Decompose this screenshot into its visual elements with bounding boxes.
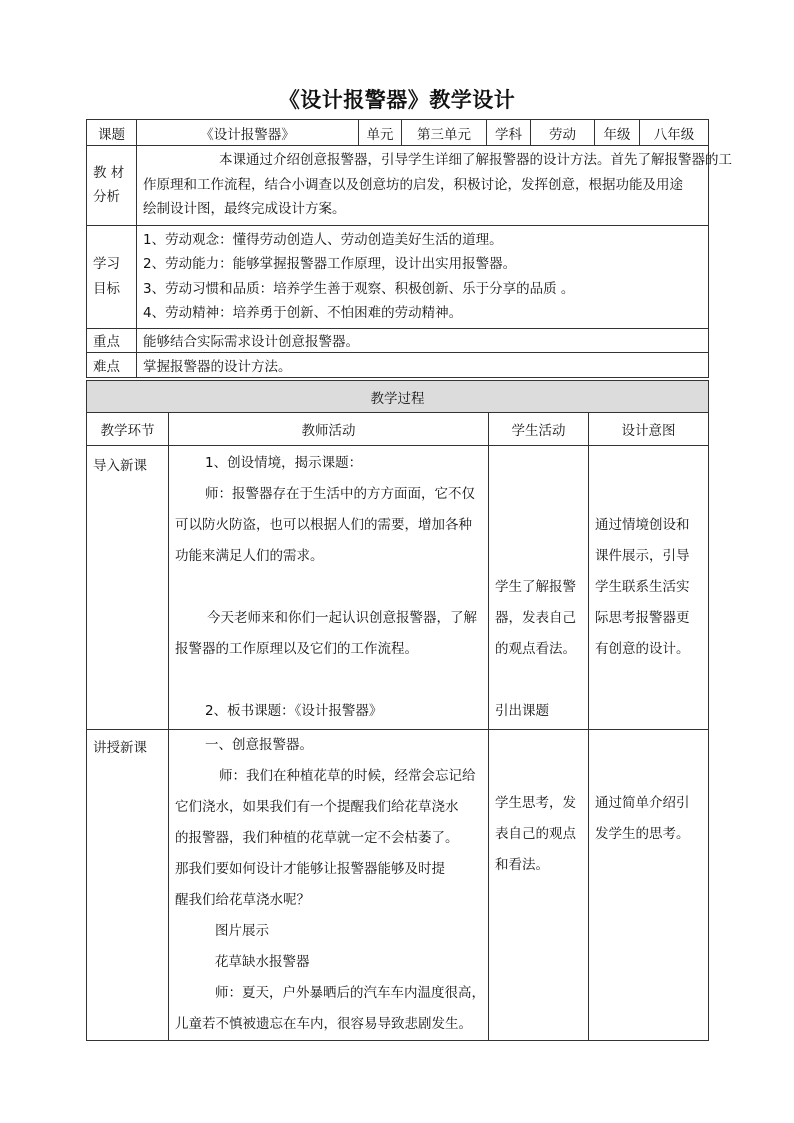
- teaching-process-table: [86, 380, 709, 1041]
- student-line: [495, 665, 582, 696]
- teacher-line: 图片展示: [215, 923, 269, 939]
- intro-design-intent: [589, 446, 709, 730]
- teacher-line: 师：夏天，户外暴晒后的汽车车内温度很高，: [215, 985, 485, 1001]
- goals-row: [87, 225, 709, 328]
- analysis-label-line-1: 教 材: [93, 164, 125, 181]
- teacher-line: 2、板书课题：《设计报警器》: [205, 703, 383, 719]
- analysis-row: [87, 146, 709, 226]
- difficulty-value: 掌握报警器的设计方法。: [137, 352, 709, 377]
- goal-item: 4、劳动精神：培养勇于创新、不怕困难的劳动精神。: [143, 305, 463, 321]
- intro-row: [87, 446, 709, 730]
- student-line: 表自己的观点: [495, 826, 576, 842]
- lesson-design-intent: [589, 730, 709, 1041]
- design-line: 际思考报警器更: [595, 610, 690, 626]
- difficulty-label: 难点: [87, 352, 137, 377]
- process-header: 教学过程: [87, 381, 709, 413]
- column-header-stage: 教学环节: [87, 413, 169, 446]
- teacher-line: 师：报警器存在于生活中的方方面面，它不仅: [205, 486, 475, 502]
- design-line: 通过情境创设和: [595, 517, 690, 533]
- student-line: 学生思考，发: [495, 795, 576, 811]
- student-line: 和看法。: [495, 857, 549, 873]
- course-label: 课题: [87, 120, 137, 146]
- student-line: 的观点看法。: [495, 641, 576, 657]
- lesson-stage: 讲授新课: [87, 730, 169, 1041]
- intro-student-activity: [489, 446, 589, 730]
- unit-value: 第三单元: [402, 120, 487, 146]
- subject-value: 劳动: [531, 120, 595, 146]
- lesson-student-activity: [489, 730, 589, 1041]
- teacher-line: 花草缺水报警器: [215, 954, 310, 970]
- teacher-line: 儿童若不慎被遗忘在车内，很容易导致悲剧发生。: [175, 1016, 472, 1032]
- lesson-info-table: [86, 119, 732, 378]
- key-point-row: [87, 328, 709, 352]
- column-header-student: 学生活动: [489, 413, 589, 446]
- teacher-line: [175, 665, 482, 696]
- column-header-teacher: 教师活动: [169, 413, 489, 446]
- teacher-line: 可以防火防盗，也可以根据人们的需要，增加各种: [175, 517, 472, 533]
- analysis-label: [87, 146, 137, 226]
- intro-teacher-activity: [169, 446, 489, 730]
- analysis-line: 本课通过介绍创意报警器，引导学生详细了解报警器的设计方法。首先了解报警器的工: [219, 152, 732, 168]
- goal-item: 2、劳动能力：能够掌握报警器工作原理，设计出实用报警器。: [143, 256, 517, 272]
- goals-list: [137, 225, 709, 328]
- student-line: 引出课题: [495, 703, 549, 719]
- course-row: [87, 120, 709, 146]
- process-columns-row: [87, 413, 709, 446]
- goal-item: 3、劳动习惯和品质：培养学生善于观察、积极创新、乐于分享的品质 。: [143, 280, 575, 297]
- student-line: 学生了解报警: [495, 579, 576, 595]
- teacher-line: 一、创意报警器。: [205, 737, 313, 753]
- teacher-line: 那我们要如何设计才能够让报警器能够及时提: [175, 861, 445, 877]
- goals-label-line-2: 目标: [93, 280, 120, 297]
- key-point-label: 重点: [87, 328, 137, 352]
- goals-label: [87, 225, 137, 328]
- teacher-line: 师：我们在种植花草的时候，经常会忘记给: [219, 768, 476, 784]
- teacher-line: 1、创设情境，揭示课题：: [205, 455, 363, 471]
- lesson-row: [87, 730, 709, 1041]
- document-title: 《设计报警器》教学设计: [278, 88, 516, 112]
- teacher-line: 报警器的工作原理以及它们的工作流程。: [175, 641, 418, 657]
- teacher-line: [175, 572, 482, 603]
- design-line: 有创意的设计。: [595, 641, 690, 657]
- design-line: 课件展示，引导: [595, 548, 690, 564]
- analysis-text: [137, 146, 732, 226]
- teacher-line: 功能来满足人们的需求。: [175, 548, 324, 564]
- analysis-line: 绘制设计图，最终完成设计方案。: [143, 201, 346, 217]
- process-header-row: [87, 381, 709, 413]
- design-line: 发学生的思考。: [595, 826, 690, 842]
- design-line: 学生联系生活实: [595, 579, 690, 595]
- course-value: 《设计报警器》: [137, 120, 359, 146]
- teacher-line: 醒我们给花草浇水呢？: [175, 892, 310, 908]
- grade-value: 八年级: [640, 120, 709, 146]
- difficulty-row: [87, 352, 709, 377]
- teacher-line: 它们浇水，如果我们有一个提醒我们给花草浇水: [175, 799, 459, 815]
- unit-label: 单元: [359, 120, 402, 146]
- key-point-value: 能够结合实际需求设计创意报警器。: [137, 328, 709, 352]
- column-header-design: 设计意图: [589, 413, 709, 446]
- student-line: 器，发表自己: [495, 610, 576, 626]
- analysis-line: 作原理和工作流程，结合小调查以及创意坊的启发，积极讨论，发挥创意，根据功能及用途: [143, 176, 683, 193]
- analysis-label-line-2: 分析: [93, 189, 120, 206]
- teacher-line: 今天老师来和你们一起认识创意报警器，了解: [207, 610, 477, 626]
- design-line: 通过简单介绍引: [595, 795, 690, 811]
- subject-label: 学科: [487, 120, 531, 146]
- teacher-line: 的报警器，我们种植的花草就一定不会枯萎了。: [175, 830, 459, 846]
- lesson-teacher-activity: [169, 730, 489, 1041]
- goals-label-line-1: 学习: [93, 256, 120, 272]
- intro-stage: 导入新课: [87, 446, 169, 730]
- goal-item: 1、劳动观念：懂得劳动创造人、劳动创造美好生活的道理。: [143, 231, 503, 248]
- grade-label: 年级: [595, 120, 640, 146]
